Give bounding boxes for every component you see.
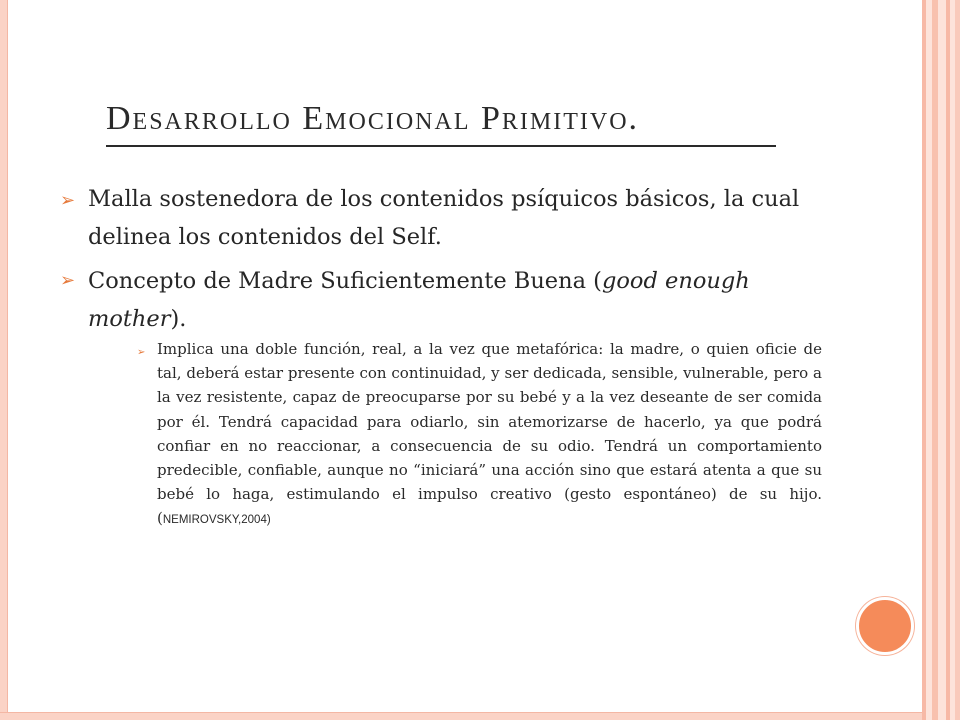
- slide-frame-bottom: [0, 712, 922, 720]
- sub-bullet-paragraph: [157, 337, 822, 533]
- slide-frame-right-stripes: [922, 0, 960, 720]
- bullet-item-1: Malla sostenedora de los contenidos psíquicos básicos, la cual delinea los contenidos del Self.: [88, 186, 800, 250]
- sub-bullet-text: Implica una doble función, real, a la vez que metafórica: la madre, o quien oficie de tal, deberá estar presente con continuidad, y ser dedicada, sensible, vulnerable, pero a la vez resistente, capaz de preocuparse por su bebé y a la vez deseante de ser comida por él. Tendrá capacidad para odiarlo, sin atemorizarse de hacerlo, ya que podrá confiar en no reaccionar, a consecuencia de su odio. Tendrá un comportamiento predecible, confiable, aunque no “iniciará” una acción sino que estará atenta a que su bebé lo haga, estimulando el impulso creativo (gesto espontáneo) de su hijo. (: [157, 340, 822, 528]
- frame-stripe: [946, 0, 950, 720]
- arrowhead-bullet-icon: ➢: [60, 270, 76, 291]
- frame-stripe: [955, 0, 960, 720]
- frame-stripe: [922, 0, 926, 720]
- bullet-item-2-suffix: ).: [170, 306, 187, 332]
- arrowhead-bullet-icon: ➢: [60, 190, 76, 211]
- decorative-circle: [856, 597, 914, 655]
- citation: NEMIROVSKY,2004): [162, 514, 271, 527]
- frame-stripe: [932, 0, 938, 720]
- bullet-item-2-text: Concepto de Madre Suficientemente Buena (: [88, 268, 602, 294]
- bullet-item-2: [88, 262, 848, 338]
- slide-title: Desarrollo Emocional Primitivo.: [106, 100, 640, 137]
- arrowhead-bullet-icon: ➢: [137, 347, 146, 358]
- title-underline: [106, 145, 776, 147]
- bullet-item-2-italic: good enough mother: [88, 268, 750, 332]
- slide-frame-left: [0, 0, 8, 720]
